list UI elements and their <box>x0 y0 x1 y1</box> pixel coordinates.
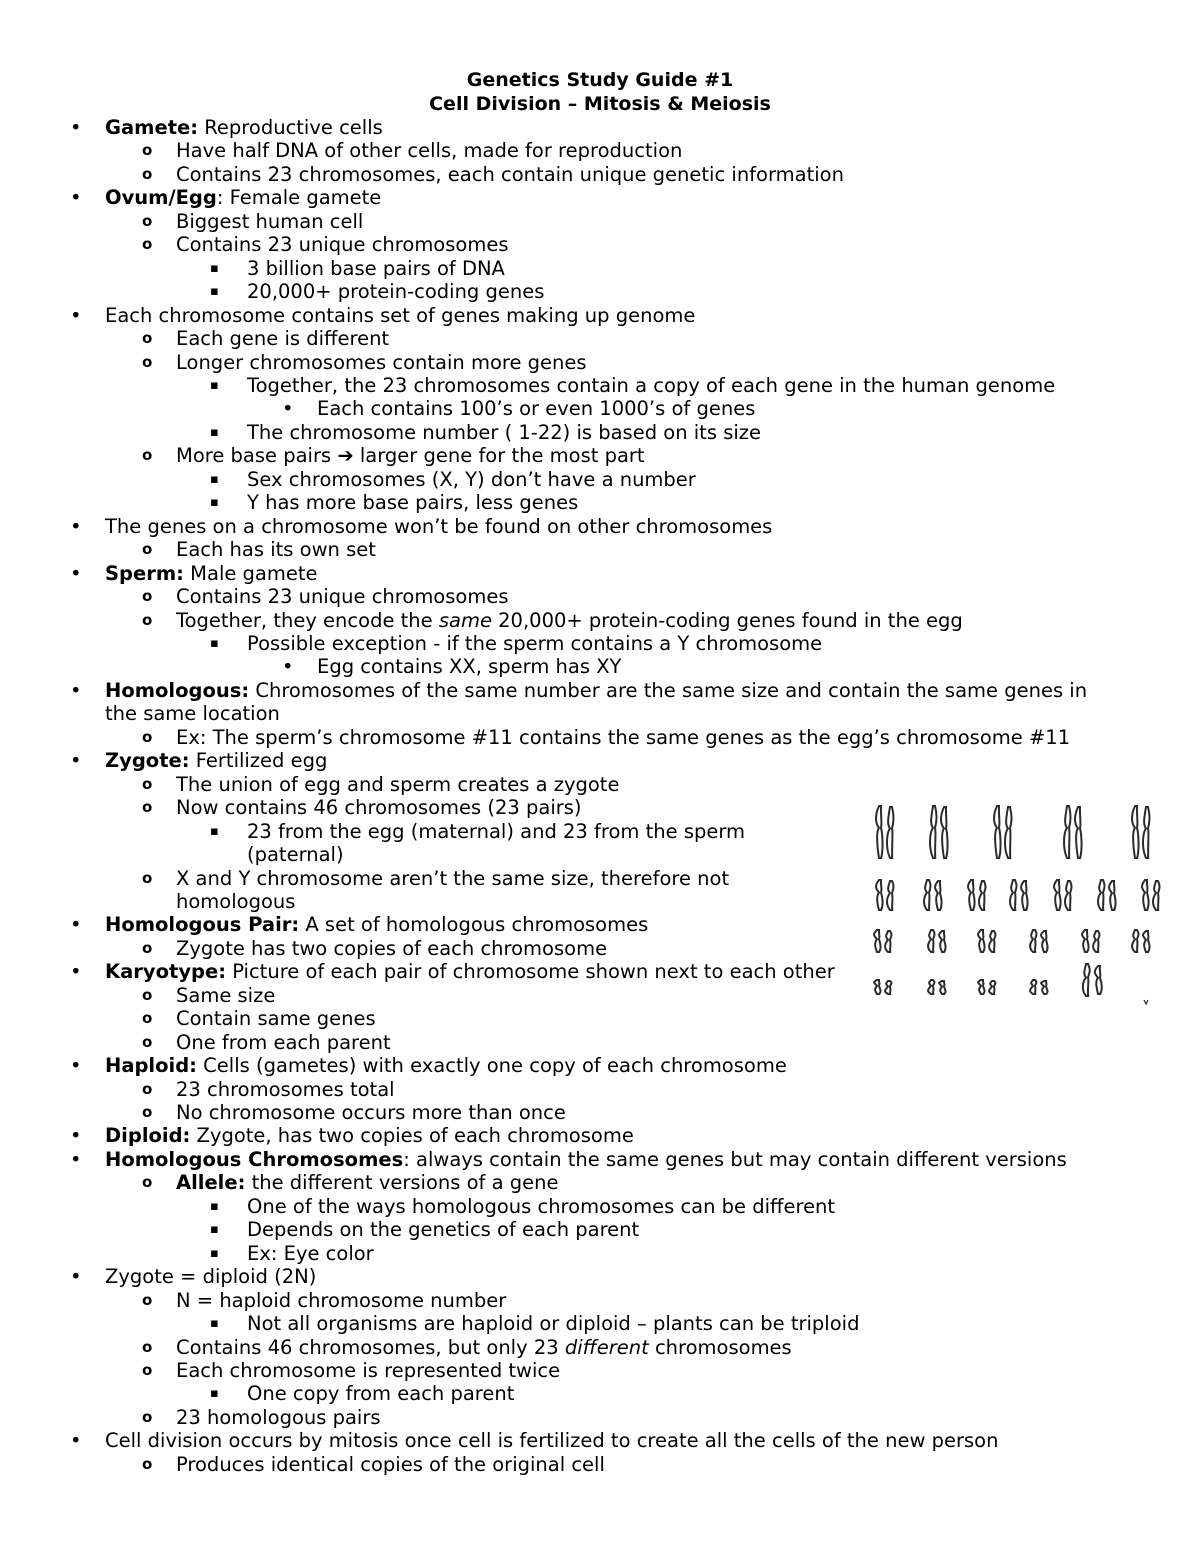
list-item-text <box>176 163 1200 186</box>
list-item-text <box>247 491 1200 514</box>
list-item <box>0 1054 1200 1077</box>
chromosome-shape <box>1075 807 1082 858</box>
bullet-marker: ▪ <box>210 260 219 276</box>
list-item <box>0 1148 1200 1171</box>
list-item-segment: The genes on a chromosome won’t be found on other chromosomes <box>105 514 773 538</box>
list-item <box>0 1171 1200 1194</box>
list-item-segment: The chromosome number ( 1-22) is based on its size <box>247 420 761 444</box>
chromosome-shape <box>1153 881 1160 910</box>
chromosome-shape <box>1030 930 1037 952</box>
list-item-segment: Zygote has two copies of each chromosome <box>176 936 608 960</box>
chromosome-shape <box>979 881 986 910</box>
list-item-text <box>247 1312 1200 1335</box>
bullet-marker: • <box>70 749 82 773</box>
chromosome-shape <box>1098 880 1105 910</box>
term-label: Gamete: <box>105 116 199 139</box>
chromosome-shape <box>1021 881 1028 910</box>
bullet-marker: • <box>70 116 82 139</box>
chromosome-shape <box>941 807 948 858</box>
chromosome-shape <box>876 806 883 858</box>
chromosome-shape <box>924 880 931 910</box>
chromosome-shape <box>928 930 935 952</box>
list-item-segment: Contains 23 unique chromosomes <box>176 585 509 609</box>
bullet-marker: o <box>142 587 153 606</box>
list-item-text <box>247 421 1200 444</box>
list-item-segment: 20,000+ protein-coding genes <box>247 280 545 304</box>
list-item-text <box>176 1289 1200 1312</box>
list-item <box>0 233 1200 256</box>
term-label: Allele: <box>176 1171 246 1195</box>
chromosome-shape <box>876 880 883 910</box>
list-item-segment: Picture of each pair of chromosome shown next to each other <box>226 960 835 984</box>
list-item-text <box>247 374 1200 397</box>
list-item <box>0 468 1200 491</box>
list-item-segment: Each gene is different <box>176 327 390 351</box>
bullet-marker: ▪ <box>210 1198 219 1214</box>
list-item-text <box>176 726 1200 749</box>
list-item <box>0 609 1200 632</box>
bullet-marker: o <box>142 1361 153 1380</box>
list-item <box>0 1218 1200 1241</box>
list-item-segment: One copy from each parent <box>247 1382 515 1406</box>
list-item-segment: Longer chromosomes contain more genes <box>176 350 587 374</box>
bullet-marker: o <box>142 164 153 183</box>
list-item-segment: Now contains 46 chromosomes (23 pairs) <box>176 796 582 820</box>
bullet-marker: ▪ <box>210 1222 219 1238</box>
list-item-text <box>105 116 1200 139</box>
chromosome-shape <box>885 931 892 952</box>
list-item-text <box>247 468 1200 491</box>
list-item <box>0 1289 1200 1312</box>
document-subtitle: Cell Division – Mitosis & Meiosis <box>429 93 771 115</box>
list-item <box>0 585 1200 608</box>
list-item-text <box>176 609 1200 632</box>
list-item-segment: Contains 23 chromosomes, each contain unique genetic information <box>176 162 844 186</box>
bullet-marker: o <box>142 727 153 746</box>
chromosome-shape <box>1005 807 1012 858</box>
list-item-segment: Same size <box>176 983 276 1007</box>
list-item-text <box>247 257 1200 280</box>
list-item-segment: Each contains 100’s or even 1000’s of genes <box>317 397 756 421</box>
list-item <box>0 679 1200 726</box>
list-item-segment: 23 homologous pairs <box>176 1405 381 1429</box>
chromosome-shape <box>978 930 985 952</box>
chromosome-shape <box>885 981 892 994</box>
list-item-text <box>176 1101 1200 1124</box>
bullet-marker: o <box>142 1009 153 1028</box>
chromosome-shape <box>874 930 881 952</box>
bullet-marker: ▪ <box>210 424 219 440</box>
bullet-marker: • <box>70 1265 82 1289</box>
list-item-segment: 20,000+ protein-coding genes found in the egg <box>491 608 963 632</box>
list-item <box>0 1242 1200 1265</box>
list-item-text <box>247 1242 1200 1265</box>
chromosome-shape <box>939 981 946 994</box>
list-item-text <box>247 1218 1200 1241</box>
bullet-marker: • <box>70 514 82 538</box>
chromosome-shape <box>928 980 935 994</box>
bullet-marker: o <box>142 141 153 160</box>
bullet-marker: o <box>142 1407 153 1426</box>
list-item-segment: same <box>438 608 492 632</box>
list-item-segment: : always contain the same genes but may contain different versions <box>403 1147 1067 1171</box>
bullet-marker: • <box>70 678 82 702</box>
list-item-text <box>176 1078 1200 1101</box>
list-item-segment: Cells (gametes) with exactly one copy of each chromosome <box>196 1054 787 1078</box>
chromosome-shape <box>1132 806 1139 858</box>
list-item-segment: Contain same genes <box>176 1007 376 1031</box>
list-item-text <box>176 327 1200 350</box>
list-item-segment: One from each parent <box>176 1030 391 1054</box>
list-item-segment: Sex chromosomes (X, Y) don’t have a number <box>247 467 696 491</box>
bullet-marker: o <box>142 1290 153 1309</box>
bullet-marker: o <box>142 1103 153 1122</box>
list-item-segment: Each chromosome is represented twice <box>176 1359 561 1383</box>
list-item-segment: Each chromosome contains set of genes making up genome <box>105 303 696 327</box>
list-item-text <box>317 397 1200 420</box>
bullet-marker: • <box>70 960 82 984</box>
list-item <box>0 773 1200 796</box>
term-label: Homologous Chromosomes <box>105 1147 404 1171</box>
list-item <box>0 515 1200 538</box>
bullet-marker: o <box>142 211 153 230</box>
list-item <box>0 327 1200 350</box>
bullet-marker: o <box>142 1032 153 1051</box>
list-item-text <box>247 820 762 867</box>
bullet-marker: • <box>70 303 82 327</box>
term-label: Haploid: <box>105 1054 197 1078</box>
list-item-text <box>247 280 1200 303</box>
list-item-text <box>105 1124 1200 1147</box>
bullet-marker: o <box>142 235 153 254</box>
chromosome-shape <box>939 931 946 952</box>
list-item <box>0 491 1200 514</box>
list-item <box>0 1078 1200 1101</box>
bullet-marker: ▪ <box>210 1245 219 1261</box>
list-item <box>0 1406 1200 1429</box>
bullet-marker: • <box>282 397 294 421</box>
list-item-segment: Fertilized egg <box>189 749 328 773</box>
chromosome-shape <box>874 980 881 994</box>
list-item <box>0 655 1200 678</box>
list-item-segment: Ex: Eye color <box>247 1241 374 1265</box>
list-item-segment: Possible exception - if the sperm contains a Y chromosome <box>247 631 823 655</box>
bullet-marker: o <box>142 1337 153 1356</box>
list-item <box>0 116 1200 139</box>
list-item <box>0 632 1200 655</box>
list-item-segment: 3 billion base pairs of DNA <box>247 256 505 280</box>
list-item <box>0 257 1200 280</box>
term-label: Karyotype: <box>105 960 227 984</box>
list-item <box>0 1195 1200 1218</box>
bullet-marker: o <box>142 329 153 348</box>
chromosome-shape <box>989 981 996 994</box>
list-item-segment: Chromosomes of the same number are the same size and contain the same genes in the same location <box>105 678 1088 726</box>
document-title: Genetics Study Guide #1 <box>466 69 734 91</box>
bullet-marker: • <box>70 1147 82 1171</box>
bullet-marker: • <box>70 561 82 585</box>
chromosome-shape <box>968 880 975 910</box>
chromosome-shape <box>1095 966 1102 994</box>
list-item <box>0 163 1200 186</box>
list-item-segment: A set of homologous chromosomes <box>299 913 649 937</box>
list-item-text <box>247 632 1200 655</box>
chromosome-shape <box>935 881 942 910</box>
bullet-marker: o <box>142 540 153 559</box>
list-item-segment: N = haploid chromosome number <box>176 1288 507 1312</box>
bullet-marker: • <box>70 1429 82 1453</box>
list-item <box>0 304 1200 327</box>
list-item-text <box>176 444 1200 467</box>
list-item <box>0 421 1200 444</box>
list-item <box>0 374 1200 397</box>
list-item-text <box>176 538 1200 561</box>
list-item-text <box>105 749 1200 772</box>
list-item-text <box>176 1336 1200 1359</box>
list-item-segment: Ex: The sperm’s chromosome #11 contains the same genes as the egg’s chromosome #11 <box>176 725 1071 749</box>
list-item <box>0 186 1200 209</box>
list-item-segment: chromosomes <box>648 1335 792 1359</box>
chromosome-shape <box>1064 806 1071 858</box>
list-item-segment: Cell division occurs by mitosis once cell is fertilized to create all the cells of the new person <box>105 1429 999 1453</box>
bullet-marker: • <box>70 913 82 937</box>
list-item <box>0 1031 1200 1054</box>
chromosome-shape <box>1132 930 1139 952</box>
list-item-segment: Male gamete <box>183 561 318 585</box>
list-item-text <box>176 233 1200 256</box>
list-item-segment: Egg contains XX, sperm has XY <box>317 655 622 679</box>
chromosome-shape <box>1109 881 1116 910</box>
bullet-marker: o <box>142 868 153 887</box>
bullet-marker: o <box>142 774 153 793</box>
list-item-segment: Biggest human cell <box>176 209 364 233</box>
list-item-segment: Y has more base pairs, less genes <box>247 491 579 515</box>
bullet-marker: ▪ <box>210 471 219 487</box>
list-item-text <box>105 515 1200 538</box>
list-item <box>0 749 1200 772</box>
bullet-marker: ▪ <box>210 823 219 839</box>
list-item-text <box>176 210 1200 233</box>
chromosome-shape <box>1065 881 1072 910</box>
list-item-segment: X and Y chromosome aren’t the same size, therefore not homologous <box>176 866 730 913</box>
list-item <box>0 444 1200 467</box>
list-item-text <box>247 1195 1200 1218</box>
list-item-text <box>176 1031 1200 1054</box>
bullet-marker: o <box>142 352 153 371</box>
list-item <box>0 1265 1200 1288</box>
chromosome-shape <box>978 980 985 994</box>
list-item-text <box>105 562 1200 585</box>
bullet-marker: ▪ <box>210 377 219 393</box>
list-item-text <box>176 585 1200 608</box>
list-item-text <box>317 655 1200 678</box>
chromosome-shape <box>1143 931 1150 952</box>
list-item-segment: Together, they encode the <box>176 608 439 632</box>
list-item-text <box>247 1382 1200 1405</box>
list-item-text <box>176 773 1200 796</box>
list-item-segment: Zygote = diploid (2N) <box>105 1265 317 1289</box>
bullet-marker: ▪ <box>210 1316 219 1332</box>
list-item-text <box>176 867 751 914</box>
bullet-marker: o <box>142 985 153 1004</box>
list-item-segment: 23 from the egg (maternal) and 23 from the sperm (paternal) <box>247 819 746 867</box>
list-item <box>0 538 1200 561</box>
list-item <box>0 562 1200 585</box>
chromosome-shape <box>1082 930 1089 952</box>
list-item-text <box>105 304 1200 327</box>
chromosome-shape <box>1041 981 1048 994</box>
list-item-text <box>105 1054 1200 1077</box>
list-item-segment: Zygote, has two copies of each chromosome <box>190 1124 634 1148</box>
list-item <box>0 1429 1200 1452</box>
list-item-text <box>176 351 1200 374</box>
chromosome-shape <box>1030 980 1037 994</box>
list-item <box>0 726 1200 749</box>
list-item-segment: different <box>564 1335 649 1359</box>
chromosome-shape <box>1083 964 1090 996</box>
list-item <box>0 351 1200 374</box>
list-item-text <box>176 1453 1200 1476</box>
list-item-segment: Each has its own set <box>176 538 376 562</box>
bullet-marker: • <box>70 1124 82 1148</box>
bullet-marker: • <box>282 655 294 679</box>
list-item-text <box>176 139 1200 162</box>
list-item-text <box>176 1406 1200 1429</box>
bullet-marker: o <box>142 1454 153 1473</box>
list-item-text <box>176 1171 1200 1194</box>
list-item <box>0 1124 1200 1147</box>
bullet-marker: ▪ <box>210 1386 219 1402</box>
list-item-segment: Have half DNA of other cells, made for reproduction <box>176 139 683 163</box>
list-item-segment: Not all organisms are haploid or diploid – plants can be triploid <box>247 1312 860 1336</box>
chromosome-shape <box>1142 880 1149 910</box>
list-item-text <box>105 679 1100 726</box>
list-item-text <box>105 1429 1200 1452</box>
bullet-marker: o <box>142 610 153 629</box>
chromosome-shape <box>1143 807 1150 858</box>
list-item <box>0 139 1200 162</box>
bullet-marker: • <box>70 186 82 210</box>
list-item-segment: Depends on the genetics of each parent <box>247 1218 640 1242</box>
bullet-marker: ▪ <box>210 635 219 651</box>
chromosome-shape <box>1010 880 1017 910</box>
list-item-segment: : Female gamete <box>216 186 382 210</box>
term-label: Ovum/Egg <box>105 186 217 210</box>
list-item-text <box>105 186 1200 209</box>
list-item-segment: Reproductive cells <box>198 116 383 139</box>
term-label: Homologous: <box>105 678 250 702</box>
bullet-marker: ▪ <box>210 495 219 511</box>
chromosome-shape <box>930 806 937 858</box>
list-item-segment: Contains 46 chromosomes, but only 23 <box>176 1335 565 1359</box>
bullet-marker: o <box>142 1079 153 1098</box>
y-chromosome-shape <box>1144 1000 1148 1004</box>
chromosome-shape <box>989 931 996 952</box>
bullet-marker: o <box>142 1173 153 1192</box>
list-item <box>0 1453 1200 1476</box>
term-label: Sperm: <box>105 561 184 585</box>
bullet-marker: o <box>142 446 153 465</box>
bullet-marker: o <box>142 798 153 817</box>
term-label: Diploid: <box>105 1124 191 1148</box>
term-label: Homologous Pair: <box>105 913 300 937</box>
list-item-text <box>176 1359 1200 1382</box>
chromosome-shape <box>1093 931 1100 952</box>
list-item <box>0 1101 1200 1124</box>
list-item-segment: No chromosome occurs more than once <box>176 1101 566 1125</box>
list-item-segment: the different versions of a gene <box>245 1171 559 1195</box>
list-item-segment: The union of egg and sperm creates a zygote <box>176 772 620 796</box>
list-item-segment: Together, the 23 chromosomes contain a copy of each gene in the human genome <box>247 373 1056 397</box>
list-item-segment: More base pairs ➔ larger gene for the most part <box>176 444 645 468</box>
chromosome-shape <box>887 807 894 858</box>
bullet-marker: o <box>142 938 153 957</box>
karyotype-image <box>862 794 1166 1014</box>
list-item-segment: Contains 23 unique chromosomes <box>176 233 509 257</box>
chromosome-shape <box>994 806 1001 858</box>
list-item-segment: 23 chromosomes total <box>176 1077 395 1101</box>
bullet-marker: • <box>70 1054 82 1078</box>
list-item <box>0 280 1200 303</box>
list-item-segment: Produces identical copies of the original cell <box>176 1452 605 1476</box>
list-item <box>0 1336 1200 1359</box>
chromosome-shape <box>887 881 894 910</box>
list-item <box>0 397 1200 420</box>
list-item-segment: One of the ways homologous chromosomes can be different <box>247 1194 836 1218</box>
list-item <box>0 1312 1200 1335</box>
list-item <box>0 1382 1200 1405</box>
term-label: Zygote: <box>105 749 190 773</box>
list-item-text <box>105 1265 1200 1288</box>
list-item <box>0 1359 1200 1382</box>
list-item <box>0 210 1200 233</box>
list-item-text <box>105 1148 1200 1171</box>
chromosome-shape <box>1041 931 1048 952</box>
bullet-marker: ▪ <box>210 284 219 300</box>
chromosome-shape <box>1054 880 1061 910</box>
